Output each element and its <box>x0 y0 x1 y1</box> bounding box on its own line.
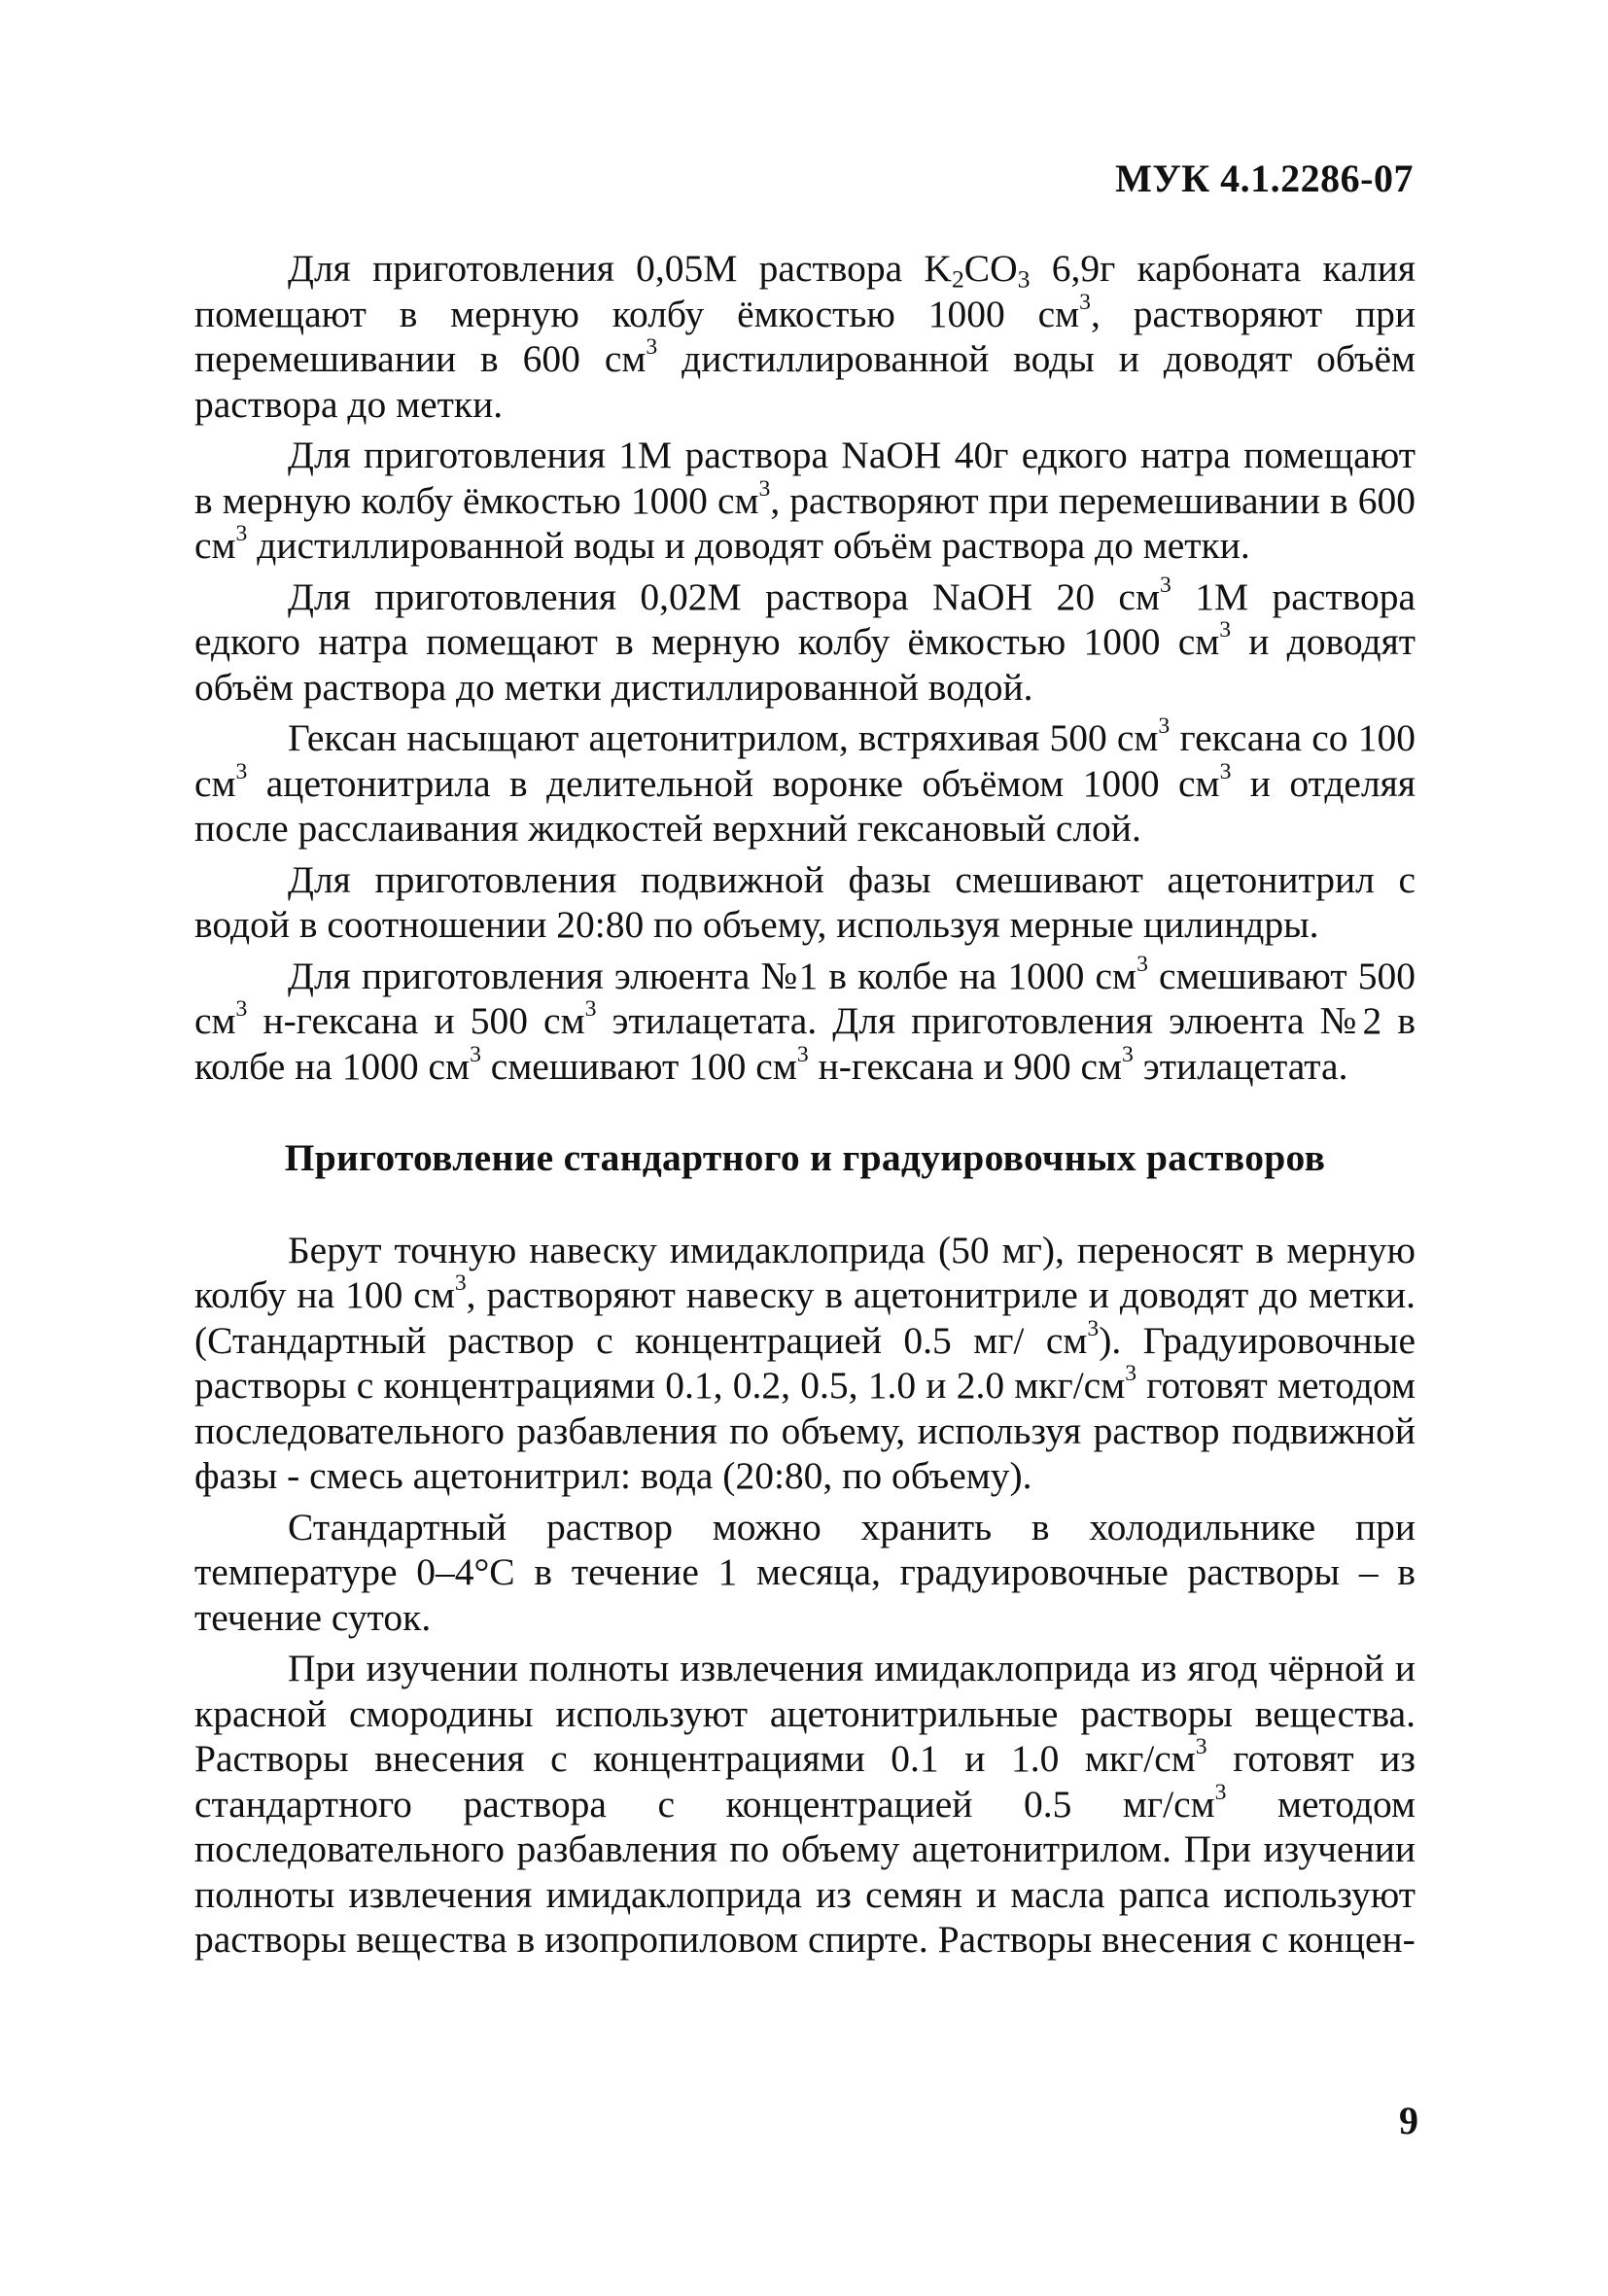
superscript: 3 <box>1214 1779 1227 1805</box>
superscript: 3 <box>584 996 597 1023</box>
text-run: Гексан насыщают ацетонитрилом, встряхивая 500 см <box>288 716 1159 759</box>
superscript: 3 <box>1122 1041 1134 1067</box>
text-run: методом последовательного разбавления по объему ацетонитрилом. При изучении полноты извлечения имидаклоприда из семян и масла рапса используют растворы вещества в изопропиловом спирте. Растворы внесения с концен- <box>194 1782 1416 1961</box>
text-run: , растворяют при перемешивании в 600 см <box>194 478 1416 567</box>
text-run: ацетонитрила в делительной воронке объёмом 1000 см <box>247 761 1220 805</box>
superscript: 3 <box>1219 758 1232 784</box>
document-body <box>194 246 1416 1968</box>
superscript: 3 <box>235 521 248 547</box>
text-run: 6,9г карбоната калия помещают в мерную колбу ёмкостью 1000 см <box>194 247 1416 335</box>
superscript: 3 <box>1219 617 1232 644</box>
superscript: 3 <box>1195 1734 1207 1760</box>
text-run: Для приготовления 1М раствора NaOH 40г едкого натра помещают в мерную колбу ёмкостью 1000 см <box>194 434 1416 522</box>
superscript: 3 <box>235 758 248 784</box>
paragraph-eluents <box>194 951 1416 1090</box>
text-run: и доводят объём раствора до метки дистиллированной водой. <box>194 620 1416 709</box>
paragraph-mobile-phase <box>194 857 1416 948</box>
subscript: 2 <box>951 264 964 294</box>
superscript: 3 <box>235 996 248 1023</box>
text-run: Для приготовления 0,05М раствора K <box>288 247 952 290</box>
paragraph-standard-solution <box>194 1228 1416 1499</box>
text-run: Стандартный раствор можно хранить в холодильнике при температуре 0–4°С в течение 1 месяца, градуировочные растворы – в течение суток. <box>194 1505 1416 1639</box>
superscript: 3 <box>454 1270 467 1297</box>
text-run: этилацетата. Для приготовления элюента №2 в колбе на 1000 см <box>194 999 1416 1088</box>
text-run: смешивают 100 см <box>480 1044 797 1088</box>
text-run: готовят из стандартного раствора с концентрацией 0.5 мг/см <box>194 1737 1416 1826</box>
text-run: Для приготовления 0,02М раствора NaOH 20 см <box>288 574 1160 618</box>
superscript: 3 <box>1158 713 1171 740</box>
superscript: 3 <box>1136 951 1148 977</box>
paragraph-storage <box>194 1505 1416 1641</box>
paragraph-recovery <box>194 1646 1416 1963</box>
paragraph-hexane-saturation <box>194 715 1416 852</box>
paragraph-naoh-002m <box>194 574 1416 711</box>
text-run: 1М раствора едкого натра помещают в мерную колбу ёмкостью 1000 см <box>194 574 1416 663</box>
page-number: 9 <box>1399 2099 1418 2142</box>
text-run: этилацетата. <box>1133 1044 1348 1088</box>
text-run: дистиллированной воды и доводят объём раствора до метки. <box>247 524 1250 567</box>
text-run: , растворяют навеску в ацетонитриле и доводят до метки. (Стандартный раствор с концентрацией 0.5 мг/ см <box>194 1273 1416 1362</box>
subscript: 3 <box>1017 264 1031 294</box>
text-run: При изучении полноты извлечения имидаклоприда из ягод чёрной и красной смородины используют ацетонитрильные растворы вещества. Растворы внесения с концентрациями 0.1 и 1.0 мкг/см <box>194 1647 1416 1780</box>
superscript: 3 <box>758 475 771 502</box>
text-run: смешивают 500 см <box>194 954 1416 1042</box>
text-run: Берут точную навеску имидаклоприда (50 мг), переносят в мерную колбу на 100 см <box>194 1228 1416 1316</box>
superscript: 3 <box>796 1041 809 1067</box>
superscript: 3 <box>1079 289 1091 315</box>
text-run: н-гексана и 900 см <box>808 1044 1123 1088</box>
text-run: , растворяют при перемешивании в 600 см <box>194 292 1416 380</box>
text-run: дистиллированной воды и доводят объём раствора до метки. <box>194 337 1416 426</box>
superscript: 3 <box>1125 1361 1137 1387</box>
paragraph-k2co3-solution <box>194 246 1416 427</box>
text-run: гексана со 100 см <box>194 716 1416 805</box>
superscript: 3 <box>470 1041 481 1067</box>
text-run: н-гексана и 500 см <box>247 999 585 1042</box>
section-heading: Приготовление стандартного и градуировочных растворов <box>284 1136 1326 1179</box>
text-run: готовят методом последовательного разбавления по объему, используя раствор подвижной фазы - смесь ацетонитрил: вода (20:80, по объему). <box>194 1364 1416 1497</box>
superscript: 3 <box>1087 1315 1100 1341</box>
text-run: и отделяя после расслаивания жидкостей верхний гексановый слой. <box>194 761 1416 850</box>
paragraph-naoh-1m <box>194 433 1416 569</box>
superscript: 3 <box>646 334 658 361</box>
text-run: Для приготовления подвижной фазы смешивают ацетонитрил с водой в соотношении 20:80 по объему, используя мерные цилиндры. <box>194 857 1416 946</box>
superscript: 3 <box>1159 572 1171 598</box>
text-run: ). Градуировочные растворы с концентрациями 0.1, 0.2, 0.5, 1.0 и 2.0 мкг/см <box>194 1318 1416 1407</box>
document-code: МУК 4.1.2286-07 <box>1115 157 1414 200</box>
text-run: CO <box>963 247 1018 290</box>
text-run: Для приготовления элюента №1 в колбе на 1000 см <box>288 954 1137 997</box>
